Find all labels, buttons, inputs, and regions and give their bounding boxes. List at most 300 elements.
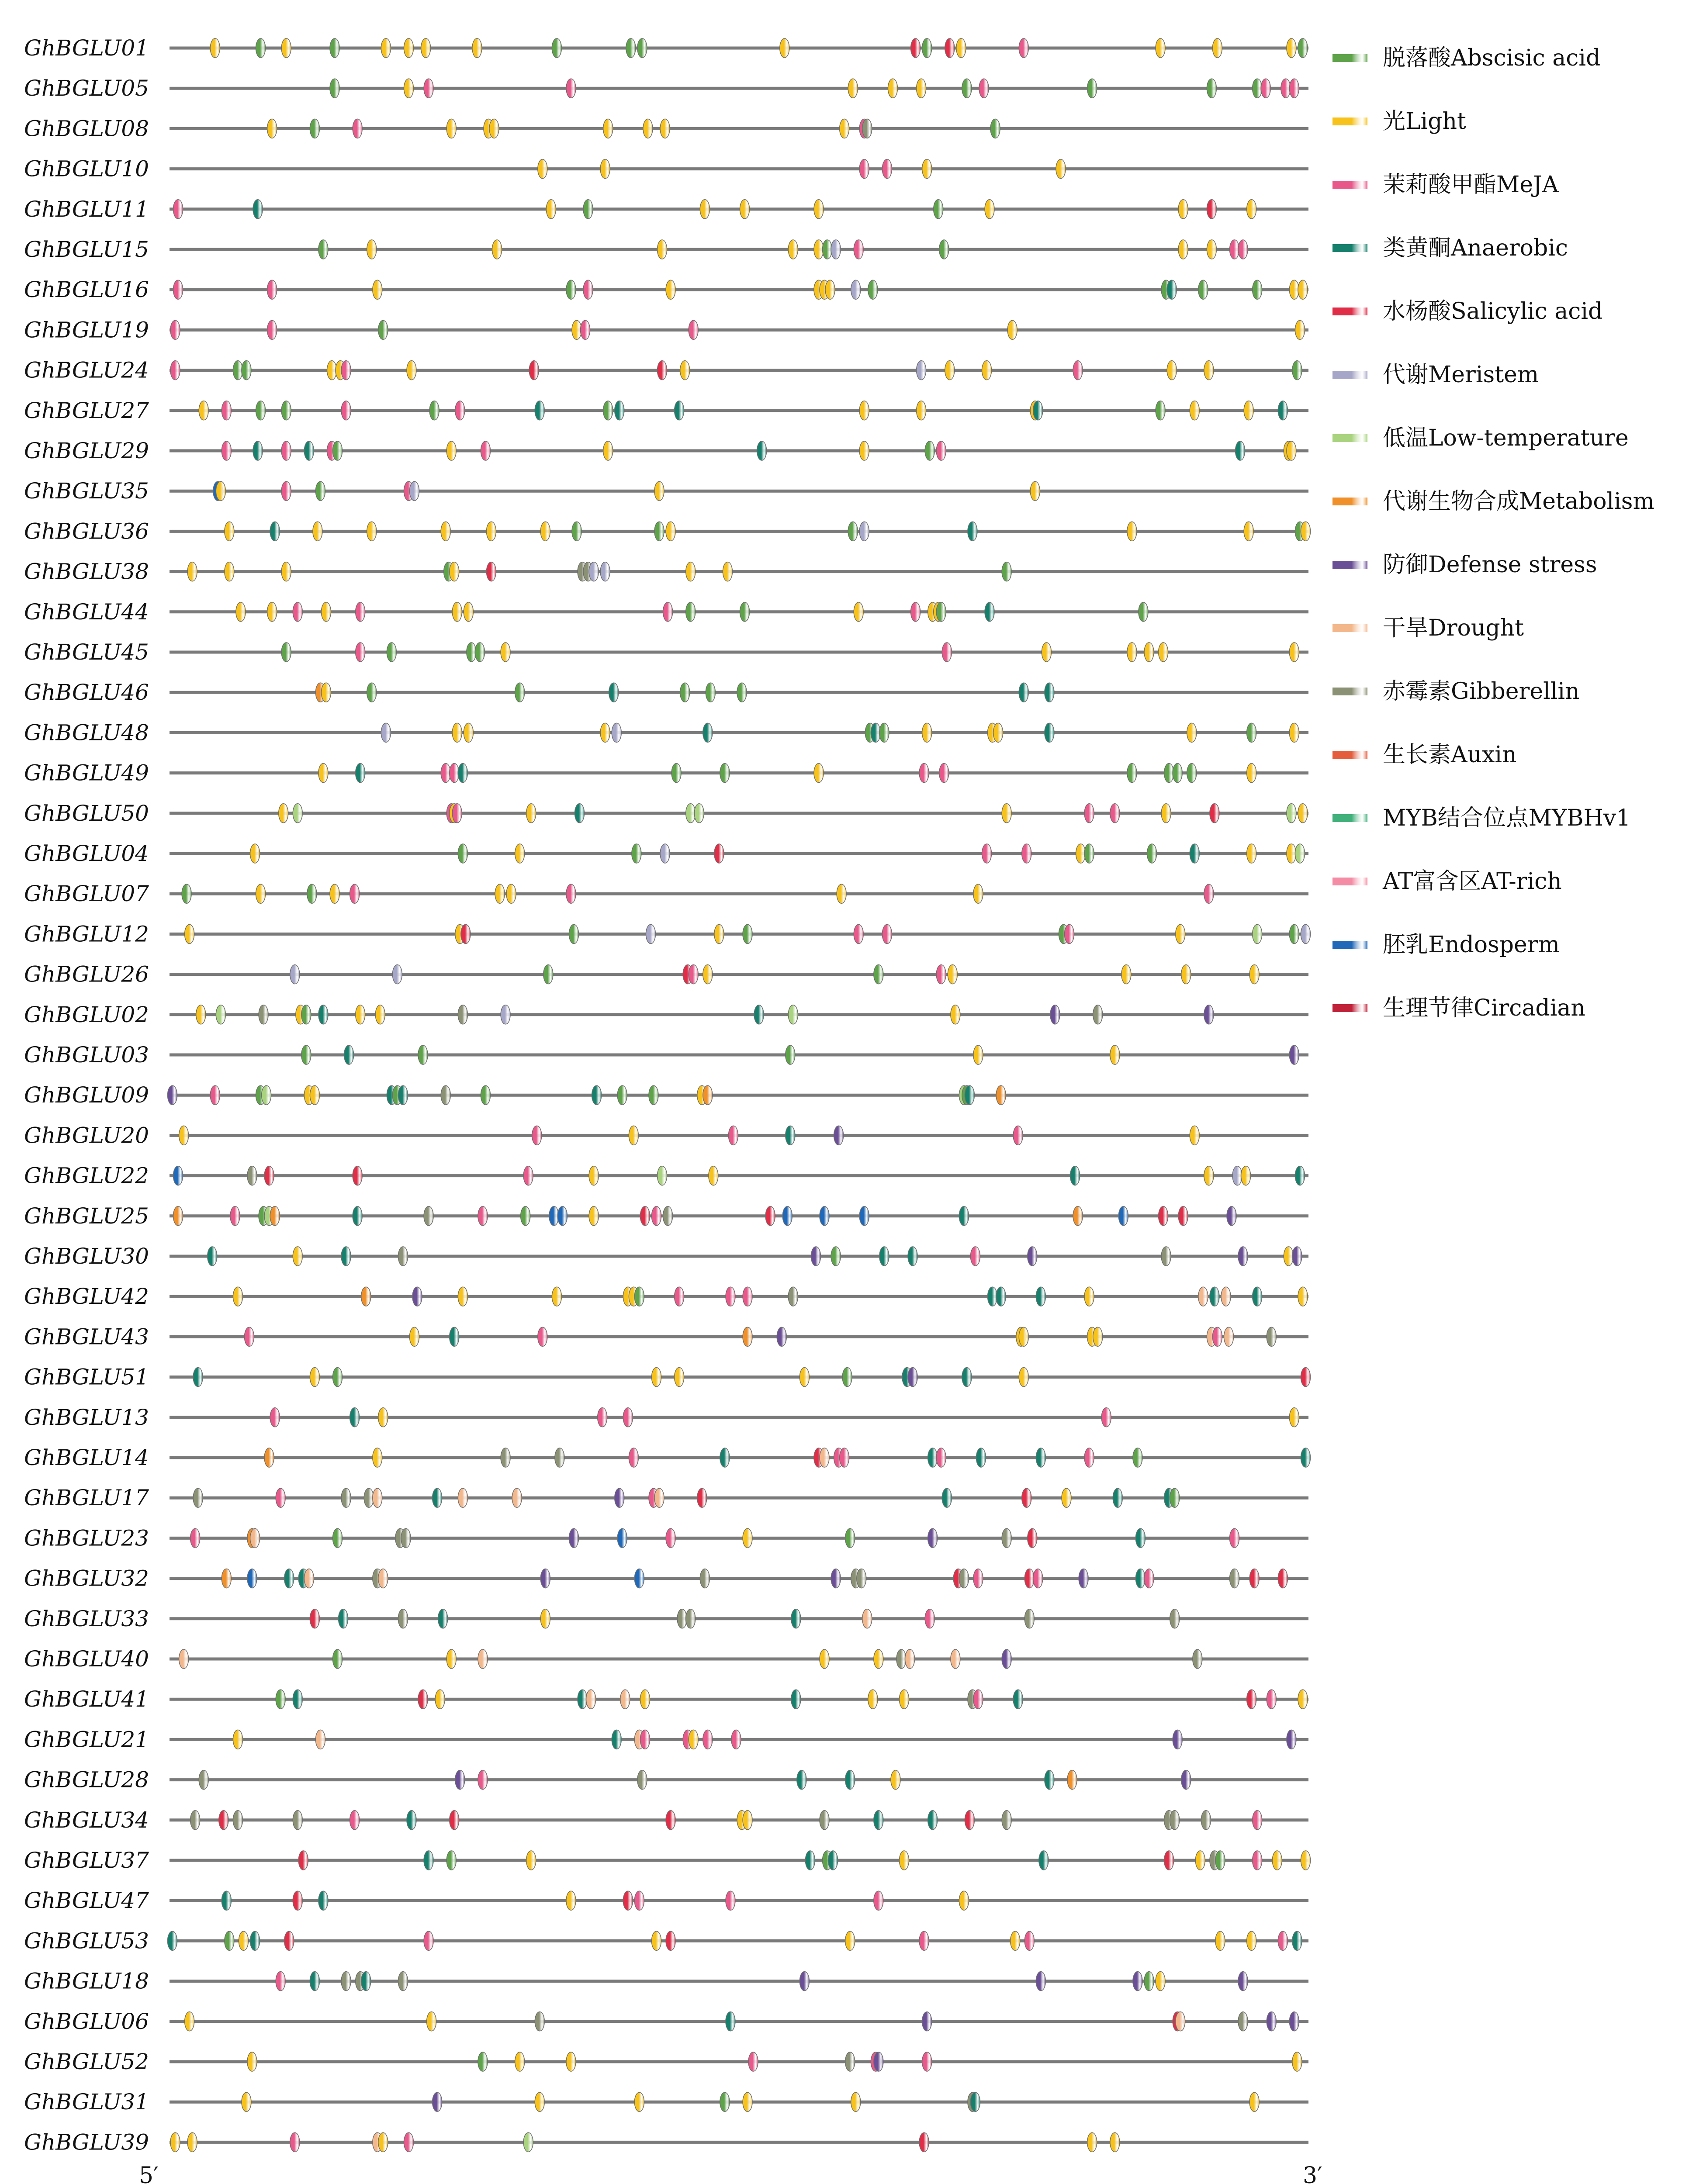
element-marker <box>714 844 724 863</box>
element-marker <box>586 1690 596 1709</box>
gene-row <box>24 801 1308 826</box>
element-marker <box>786 1045 795 1064</box>
element-marker <box>968 522 977 541</box>
element-marker <box>307 884 317 903</box>
x-axis <box>139 2163 1387 2184</box>
element-marker <box>959 1206 969 1226</box>
element-marker <box>917 401 926 420</box>
element-marker <box>996 1085 1006 1105</box>
element-marker <box>862 119 872 138</box>
element-marker <box>649 1085 658 1105</box>
element-marker <box>737 683 747 702</box>
legend-item <box>1332 488 1654 515</box>
element-marker <box>1045 683 1054 702</box>
element-marker <box>1084 844 1094 863</box>
element-marker <box>1045 723 1054 742</box>
element-marker <box>615 1488 624 1507</box>
gene-row <box>24 921 1310 947</box>
element-marker <box>367 683 377 702</box>
element-marker <box>441 764 450 783</box>
element-marker <box>253 200 263 219</box>
element-marker <box>1289 2012 1299 2031</box>
element-marker <box>1161 804 1171 823</box>
gene-label: GhBGLU39 <box>24 2129 149 2155</box>
element-marker <box>1084 1448 1094 1467</box>
element-marker <box>247 2052 257 2071</box>
element-marker <box>446 1851 456 1870</box>
element-marker <box>1301 1368 1310 1387</box>
element-marker <box>592 1085 602 1105</box>
element-marker <box>603 401 613 420</box>
element-marker <box>891 1770 900 1790</box>
gene-label: GhBGLU21 <box>24 1727 149 1752</box>
element-marker <box>1187 723 1197 742</box>
element-marker <box>583 280 593 299</box>
gene-row <box>24 2129 1308 2155</box>
element-marker <box>851 280 861 299</box>
element-marker <box>1298 38 1308 58</box>
element-marker <box>720 1448 730 1467</box>
element-marker <box>225 522 234 541</box>
element-marker <box>179 1649 189 1669</box>
gene-label: GhBGLU09 <box>24 1082 149 1108</box>
gene-row <box>24 881 1308 906</box>
element-marker <box>481 1085 490 1105</box>
element-marker <box>1193 1649 1202 1669</box>
element-marker <box>1121 965 1131 984</box>
element-marker <box>777 1327 786 1346</box>
element-marker <box>1278 1931 1287 1950</box>
element-marker <box>1295 320 1305 339</box>
element-marker <box>538 1327 547 1346</box>
legend-swatch <box>1332 371 1367 379</box>
element-marker <box>168 1085 177 1105</box>
legend-swatch <box>1332 54 1367 62</box>
element-marker <box>922 2012 932 2031</box>
five-prime-label: 5′ <box>139 2163 159 2184</box>
element-marker <box>190 1811 200 1830</box>
gene-label: GhBGLU25 <box>24 1203 149 1229</box>
element-marker <box>1204 1166 1214 1185</box>
element-marker <box>450 1327 459 1346</box>
element-marker <box>675 401 684 420</box>
gene-label: GhBGLU49 <box>24 760 149 786</box>
element-marker <box>905 1649 915 1669</box>
element-marker <box>1195 1851 1205 1870</box>
element-marker <box>458 844 467 863</box>
gene-label: GhBGLU42 <box>24 1284 149 1310</box>
element-marker <box>526 1851 536 1870</box>
element-marker <box>350 1408 360 1427</box>
element-marker <box>478 1770 488 1790</box>
element-marker <box>1238 1972 1248 1991</box>
element-marker <box>845 1770 855 1790</box>
legend-label: 生长素Auxin <box>1383 742 1517 768</box>
gene-row <box>24 720 1308 745</box>
element-marker <box>173 280 183 299</box>
gene-row <box>24 680 1308 705</box>
element-marker <box>1253 924 1262 943</box>
gene-label: GhBGLU22 <box>24 1163 149 1189</box>
element-marker <box>612 1730 621 1749</box>
element-marker <box>1207 79 1216 98</box>
element-marker <box>1156 38 1165 58</box>
element-marker <box>1244 401 1253 420</box>
element-marker <box>367 240 377 259</box>
element-marker <box>1292 361 1302 380</box>
gene-row <box>24 2009 1308 2034</box>
element-marker <box>398 1085 408 1105</box>
element-marker <box>1002 562 1011 581</box>
element-marker <box>1198 280 1208 299</box>
element-marker <box>1161 1247 1171 1266</box>
element-marker <box>344 1045 354 1064</box>
element-marker <box>404 79 413 98</box>
gene-label: GhBGLU16 <box>24 277 149 303</box>
element-marker <box>854 240 863 259</box>
element-marker <box>182 884 191 903</box>
element-marker <box>566 884 576 903</box>
element-marker <box>840 119 849 138</box>
legend-label: 茉莉酸甲酯MeJA <box>1383 172 1559 198</box>
element-marker <box>293 1811 302 1830</box>
element-marker <box>988 1287 997 1306</box>
element-marker <box>455 1770 465 1790</box>
element-marker <box>874 1891 883 1910</box>
element-marker <box>600 562 610 581</box>
element-marker <box>626 38 636 58</box>
element-marker <box>350 884 360 903</box>
element-marker <box>651 1206 661 1226</box>
legend-item <box>1332 108 1466 135</box>
element-marker <box>1113 1488 1122 1507</box>
element-marker <box>1002 1811 1011 1830</box>
element-marker <box>1024 1609 1034 1628</box>
gene-label: GhBGLU43 <box>24 1324 149 1350</box>
element-marker <box>1050 1005 1060 1024</box>
legend-item <box>1332 805 1630 831</box>
element-marker <box>572 320 581 339</box>
element-marker <box>1241 1166 1251 1185</box>
element-marker <box>341 401 351 420</box>
element-marker <box>703 723 713 742</box>
legend-item <box>1332 678 1580 705</box>
element-marker <box>281 481 291 501</box>
element-marker <box>310 1368 319 1387</box>
element-marker <box>1070 1166 1080 1185</box>
element-marker <box>233 361 242 380</box>
element-marker <box>1144 1972 1154 1991</box>
element-marker <box>1249 965 1259 984</box>
element-marker <box>242 361 251 380</box>
element-marker <box>549 1206 559 1226</box>
element-marker <box>874 965 883 984</box>
element-marker <box>318 240 328 259</box>
element-marker <box>1039 1851 1049 1870</box>
element-marker <box>187 2132 197 2152</box>
gene-row <box>24 760 1308 786</box>
element-marker <box>820 1811 829 1830</box>
element-marker <box>942 643 952 662</box>
element-marker <box>632 844 641 863</box>
element-marker <box>600 159 610 179</box>
element-marker <box>210 38 220 58</box>
element-marker <box>706 683 715 702</box>
gene-rows <box>24 35 1310 2155</box>
gene-label: GhBGLU26 <box>24 961 149 987</box>
legend-item <box>1332 362 1539 388</box>
element-marker <box>239 1931 248 1950</box>
element-marker <box>658 240 667 259</box>
element-marker <box>281 441 291 460</box>
element-marker <box>922 159 932 179</box>
element-marker <box>356 643 365 662</box>
element-marker <box>845 2052 855 2071</box>
element-marker <box>1281 79 1291 98</box>
element-marker <box>575 804 585 823</box>
element-marker <box>1073 1206 1083 1226</box>
gene-label: GhBGLU08 <box>24 116 149 142</box>
element-marker <box>879 723 889 742</box>
gene-label: GhBGLU35 <box>24 478 149 504</box>
element-marker <box>1267 2012 1276 2031</box>
element-marker <box>1045 1770 1054 1790</box>
element-marker <box>230 1206 240 1226</box>
element-marker <box>373 280 382 299</box>
gene-row <box>24 237 1308 262</box>
element-marker <box>780 38 789 58</box>
element-marker <box>660 844 670 863</box>
element-marker <box>555 1448 564 1467</box>
element-marker <box>250 1931 260 1950</box>
element-marker <box>410 481 419 501</box>
element-marker <box>743 1287 752 1306</box>
element-marker <box>709 1166 718 1185</box>
gene-label: GhBGLU34 <box>24 1807 149 1833</box>
element-marker <box>791 1690 801 1709</box>
element-marker <box>666 1931 675 1950</box>
element-marker <box>973 1690 983 1709</box>
gene-row <box>24 599 1308 625</box>
element-marker <box>424 1931 433 1950</box>
legend-swatch <box>1332 624 1367 632</box>
element-marker <box>464 723 473 742</box>
gene-row <box>24 1727 1308 1752</box>
element-marker <box>1272 1851 1282 1870</box>
element-marker <box>1204 361 1214 380</box>
element-marker <box>1127 764 1137 783</box>
element-marker <box>486 562 496 581</box>
legend-swatch <box>1332 688 1367 695</box>
element-marker <box>1289 280 1299 299</box>
element-marker <box>703 965 713 984</box>
element-marker <box>917 361 926 380</box>
element-marker <box>284 1569 294 1588</box>
element-marker <box>330 884 339 903</box>
gene-row <box>24 1042 1308 1068</box>
element-marker <box>900 1851 909 1870</box>
element-marker <box>990 119 1000 138</box>
element-marker <box>1298 804 1308 823</box>
gene-row <box>24 277 1308 302</box>
element-marker <box>298 1851 308 1870</box>
element-marker <box>740 602 750 622</box>
element-marker <box>310 1085 319 1105</box>
element-marker <box>293 1247 302 1266</box>
element-marker <box>1287 1730 1296 1749</box>
element-marker <box>743 2092 752 2111</box>
element-marker <box>799 1368 809 1387</box>
element-marker <box>689 965 698 984</box>
element-marker <box>1212 38 1222 58</box>
gene-label: GhBGLU23 <box>24 1525 149 1551</box>
element-marker <box>1133 1972 1142 1991</box>
element-marker <box>962 1368 972 1387</box>
gene-label: GhBGLU14 <box>24 1445 149 1470</box>
element-marker <box>486 522 496 541</box>
element-marker <box>1156 401 1165 420</box>
element-marker <box>1170 1488 1180 1507</box>
element-marker <box>276 1690 285 1709</box>
legend-label: 赤霉素Gibberellin <box>1383 678 1580 705</box>
element-marker <box>446 441 456 460</box>
element-marker <box>381 723 391 742</box>
element-marker <box>339 1609 348 1628</box>
element-marker <box>216 481 225 501</box>
element-marker <box>814 240 824 259</box>
element-marker <box>831 1569 841 1588</box>
element-marker <box>281 38 291 58</box>
element-marker <box>919 2132 929 2152</box>
element-marker <box>267 320 277 339</box>
element-marker <box>173 1166 183 1185</box>
legend-label: 干旱Drought <box>1383 615 1524 641</box>
gene-row <box>24 1082 1308 1108</box>
element-marker <box>634 1891 644 1910</box>
gene-row <box>24 2089 1308 2115</box>
element-marker <box>840 1448 849 1467</box>
element-marker <box>928 1811 938 1830</box>
element-marker <box>1295 844 1305 863</box>
element-marker <box>837 884 846 903</box>
element-marker <box>791 1609 801 1628</box>
element-marker <box>976 1448 986 1467</box>
element-marker <box>364 1488 374 1507</box>
element-marker <box>1110 2132 1120 2152</box>
element-marker <box>566 280 576 299</box>
element-marker <box>1062 1488 1071 1507</box>
gene-label: GhBGLU44 <box>24 599 149 625</box>
gene-row <box>24 639 1308 665</box>
element-marker <box>1289 723 1299 742</box>
legend-item <box>1332 235 1568 261</box>
element-marker <box>612 723 621 742</box>
element-marker <box>569 924 578 943</box>
element-marker <box>1067 1770 1077 1790</box>
element-marker <box>1301 924 1310 943</box>
gene-row <box>24 358 1308 383</box>
gene-row <box>24 1002 1308 1027</box>
element-marker <box>748 2052 758 2071</box>
element-marker <box>458 764 467 783</box>
element-marker <box>1190 401 1199 420</box>
element-marker <box>341 1972 351 1991</box>
element-marker <box>1230 1569 1239 1588</box>
gene-label: GhBGLU50 <box>24 800 149 826</box>
element-marker <box>321 602 331 622</box>
element-marker <box>686 562 696 581</box>
element-marker <box>985 200 994 219</box>
gene-row <box>24 841 1308 866</box>
element-marker <box>666 522 675 541</box>
element-marker <box>1247 200 1256 219</box>
element-marker <box>859 441 869 460</box>
element-marker <box>908 1368 917 1387</box>
element-marker <box>658 361 667 380</box>
element-marker <box>896 1649 906 1669</box>
element-marker <box>845 1528 855 1548</box>
element-marker <box>820 1206 829 1226</box>
element-marker <box>467 643 476 662</box>
element-marker <box>330 79 339 98</box>
element-marker <box>1093 1005 1103 1024</box>
element-marker <box>654 522 664 541</box>
element-marker <box>874 1649 883 1669</box>
element-marker <box>173 1206 183 1226</box>
element-marker <box>1292 2052 1302 2071</box>
element-marker <box>651 1931 661 1950</box>
element-marker <box>825 280 835 299</box>
element-marker <box>424 1206 433 1226</box>
element-marker <box>546 200 556 219</box>
legend-swatch <box>1332 308 1367 315</box>
element-marker <box>700 200 709 219</box>
gene-row <box>24 1686 1308 1712</box>
element-marker <box>270 522 280 541</box>
legend-label: 防御Defense stress <box>1383 552 1597 578</box>
element-marker <box>982 844 992 863</box>
element-marker <box>361 1287 371 1306</box>
element-marker <box>501 1448 510 1467</box>
element-marker <box>609 683 619 702</box>
element-marker <box>540 1609 550 1628</box>
element-marker <box>270 1206 280 1226</box>
element-marker <box>1028 1528 1037 1548</box>
element-marker <box>221 441 231 460</box>
element-marker <box>788 240 798 259</box>
gene-label: GhBGLU20 <box>24 1123 149 1148</box>
element-marker <box>731 1730 741 1749</box>
element-marker <box>458 1488 467 1507</box>
element-marker <box>1278 401 1287 420</box>
element-marker <box>820 1649 829 1669</box>
element-marker <box>1033 1569 1043 1588</box>
element-marker <box>874 2052 883 2071</box>
element-marker <box>353 119 362 138</box>
legend-item <box>1332 425 1629 451</box>
gene-label: GhBGLU31 <box>24 2089 149 2115</box>
gene-label: GhBGLU36 <box>24 518 149 544</box>
gene-row <box>24 2049 1308 2074</box>
element-marker <box>535 2012 544 2031</box>
element-marker <box>281 643 291 662</box>
element-marker <box>170 361 180 380</box>
element-marker <box>1013 1126 1023 1145</box>
element-marker <box>1036 1972 1045 1991</box>
element-marker <box>170 2132 180 2152</box>
legend-label: 低温Low-temperature <box>1383 425 1629 451</box>
element-marker <box>1261 79 1270 98</box>
